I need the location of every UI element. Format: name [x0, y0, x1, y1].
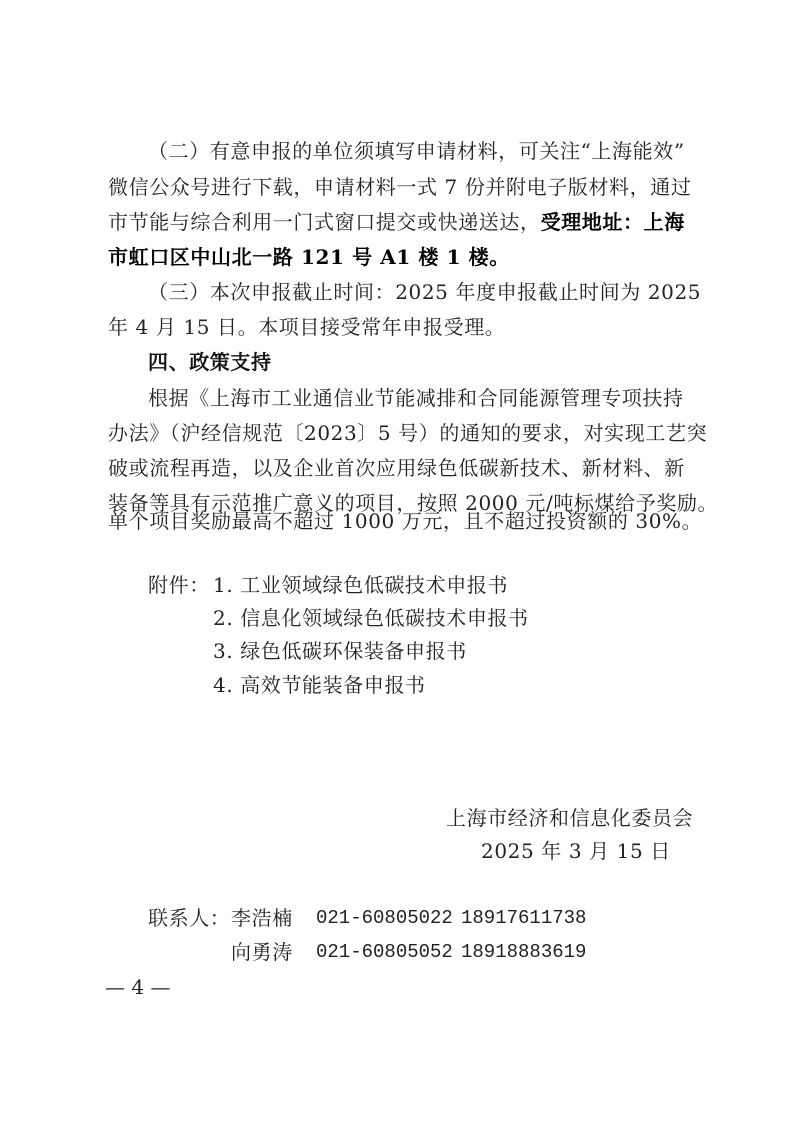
- attachment-item-2: 2. 信息化领域绿色低碳技术申报书: [213, 606, 529, 630]
- policy-line-1: [148, 383, 694, 413]
- policy-line-2: [108, 418, 708, 448]
- policy-line-4-text: 装备等具有示范推广意义的项目，按照 2000 元/吨标煤给予奖励。: [108, 491, 719, 515]
- policy-line-3: [108, 453, 694, 483]
- policy-line-1-text: 根据《上海市工业通信业节能减排和合同能源管理专项扶持: [148, 386, 684, 410]
- item-3-line-1-text: （三）本次申报截止时间：2025 年度申报截止时间为 2025: [148, 280, 702, 304]
- contact-1-mobile: 18917611738: [461, 907, 587, 929]
- contact-2-phone: 021-60805052: [316, 941, 453, 963]
- item-2-line-3: [108, 207, 694, 237]
- policy-line-5: [108, 506, 703, 536]
- signature-date: 2025 年 3 月 15 日: [481, 839, 671, 863]
- contact-2-mobile: 18918883619: [461, 941, 587, 963]
- item-2-line-1: [148, 136, 694, 166]
- item-2-line-2: [108, 172, 694, 202]
- contact-2-name: 向勇涛: [231, 940, 293, 964]
- contacts-label: 联系人：: [148, 906, 231, 930]
- section-4-heading: 四、政策支持: [148, 350, 272, 374]
- item-2-line-1-text: （二）有意申报的单位须填写申请材料，可关注“上海能效”: [148, 139, 685, 163]
- item-2-line-2-text: 微信公众号进行下载，申请材料一式 7 份并附电子版材料，通过: [108, 175, 692, 199]
- item-3-line-2-text: 年 4 月 15 日。本项目接受常年申报受理。: [108, 315, 506, 339]
- contact-1-name: 李浩楠: [231, 906, 293, 930]
- item-3-line-1: [148, 277, 702, 307]
- signature-organization: 上海市经济和信息化委员会: [446, 806, 694, 830]
- policy-line-3-text: 破或流程再造，以及企业首次应用绿色低碳新技术、新材料、新: [108, 456, 685, 480]
- attachment-item-1: 1. 工业领域绿色低碳技术申报书: [213, 573, 509, 597]
- item-2-line-3-text: 市节能与综合利用一门式窗口提交或快递送达，: [108, 210, 541, 234]
- attachment-item-3: 3. 绿色低碳环保装备申报书: [213, 639, 467, 663]
- page-number: — 4 —: [105, 975, 171, 999]
- contact-1-phone: 021-60805022: [316, 907, 453, 929]
- address-value-text: 市虹口区中山北一路 121 号 A1 楼 1 楼。: [108, 245, 510, 269]
- attachment-item-4: 4. 高效节能装备申报书: [213, 673, 426, 697]
- policy-line-5-text: 单个项目奖励最高不超过 1000 万元，且不超过投资额的 30%。: [108, 509, 703, 533]
- address-value: [108, 242, 694, 272]
- attachments-label: 附件：: [148, 573, 210, 597]
- address-label: 受理地址：上海: [540, 210, 685, 234]
- item-3-line-2: [108, 312, 694, 342]
- policy-line-2-text: 办法》（沪经信规范〔2023〕5 号）的通知的要求，对实现工艺突: [108, 421, 708, 445]
